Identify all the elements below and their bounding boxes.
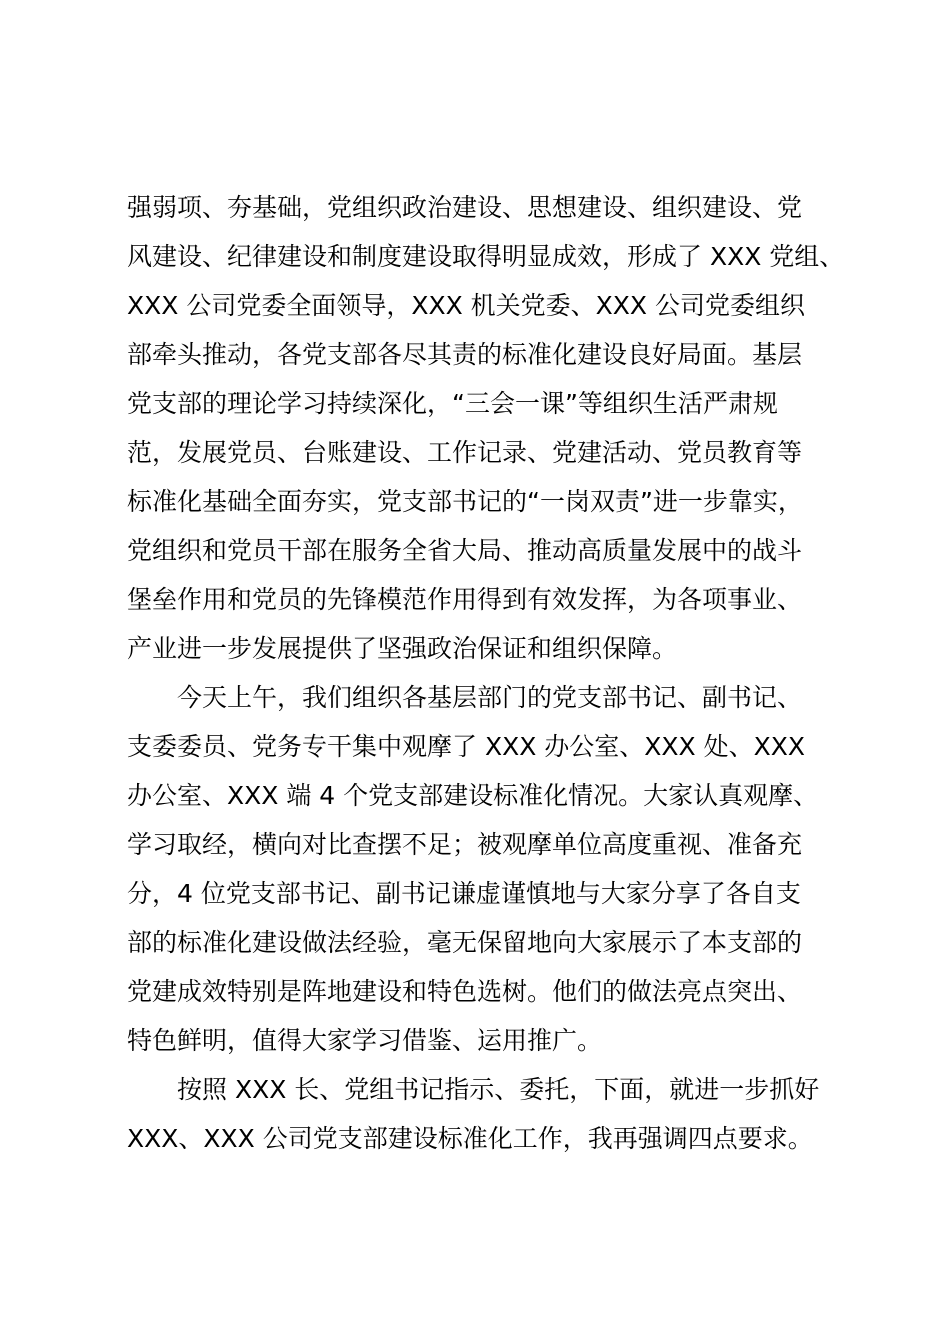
paragraph-1-line-6: 范，发展党员、台账建设、工作记录、党建活动、党员教育等 [127,438,803,467]
paragraph-2-line-5: 分，4 位党支部书记、副书记谦虚谨慎地与大家分享了各自支 [127,879,801,908]
paragraph-1-line-10: 产业进一步发展提供了坚强政治保证和组织保障。 [127,634,678,663]
paragraph-3-line-2: XXX、XXX 公司党支部建设标准化工作，我再强调四点要求。 [127,1124,813,1153]
paragraph-1-line-8: 党组织和党员干部在服务全省大局、推动高质量发展中的战斗 [127,536,803,565]
paragraph-2-line-8: 特色鲜明，值得大家学习借鉴、运用推广。 [127,1026,603,1055]
paragraph-2-line-1: 今天上午，我们组织各基层部门的党支部书记、副书记、 [177,683,803,712]
paragraph-2-line-4: 学习取经，横向对比查摆不足；被观摩单位高度重视、准备充 [127,830,803,859]
paragraph-1-line-4: 部牵头推动，各党支部各尽其责的标准化建设良好局面。基层 [127,340,803,369]
paragraph-1-line-9: 堡垒作用和党员的先锋模范作用得到有效发挥，为各项事业、 [127,585,803,614]
paragraph-1-line-7: 标准化基础全面夯实，党支部书记的“一岗双责”进一步靠实， [127,487,803,516]
paragraph-1-line-5: 党支部的理论学习持续深化，“三会一课”等组织生活严肃规 [127,389,778,418]
paragraph-2-line-7: 党建成效特别是阵地建设和特色选树。他们的做法亮点突出、 [127,977,803,1006]
paragraph-2-line-2: 支委委员、党务专干集中观摩了 XXX 办公室、XXX 处、XXX [127,732,805,761]
paragraph-1-line-3: XXX 公司党委全面领导，XXX 机关党委、XXX 公司党委组织 [127,291,805,320]
paragraph-3-line-1: 按照 XXX 长、党组书记指示、委托，下面，就进一步抓好 [177,1075,820,1104]
paragraph-2-line-3: 办公室、XXX 端 4 个党支部建设标准化情况。大家认真观摩、 [127,781,819,810]
paragraph-2-line-6: 部的标准化建设做法经验，毫无保留地向大家展示了本支部的 [127,928,803,957]
paragraph-1-line-1: 强弱项、夯基础，党组织政治建设、思想建设、组织建设、党 [127,193,803,222]
paragraph-1-line-2: 风建设、纪律建设和制度建设取得明显成效，形成了 XXX 党组、 [127,242,845,271]
